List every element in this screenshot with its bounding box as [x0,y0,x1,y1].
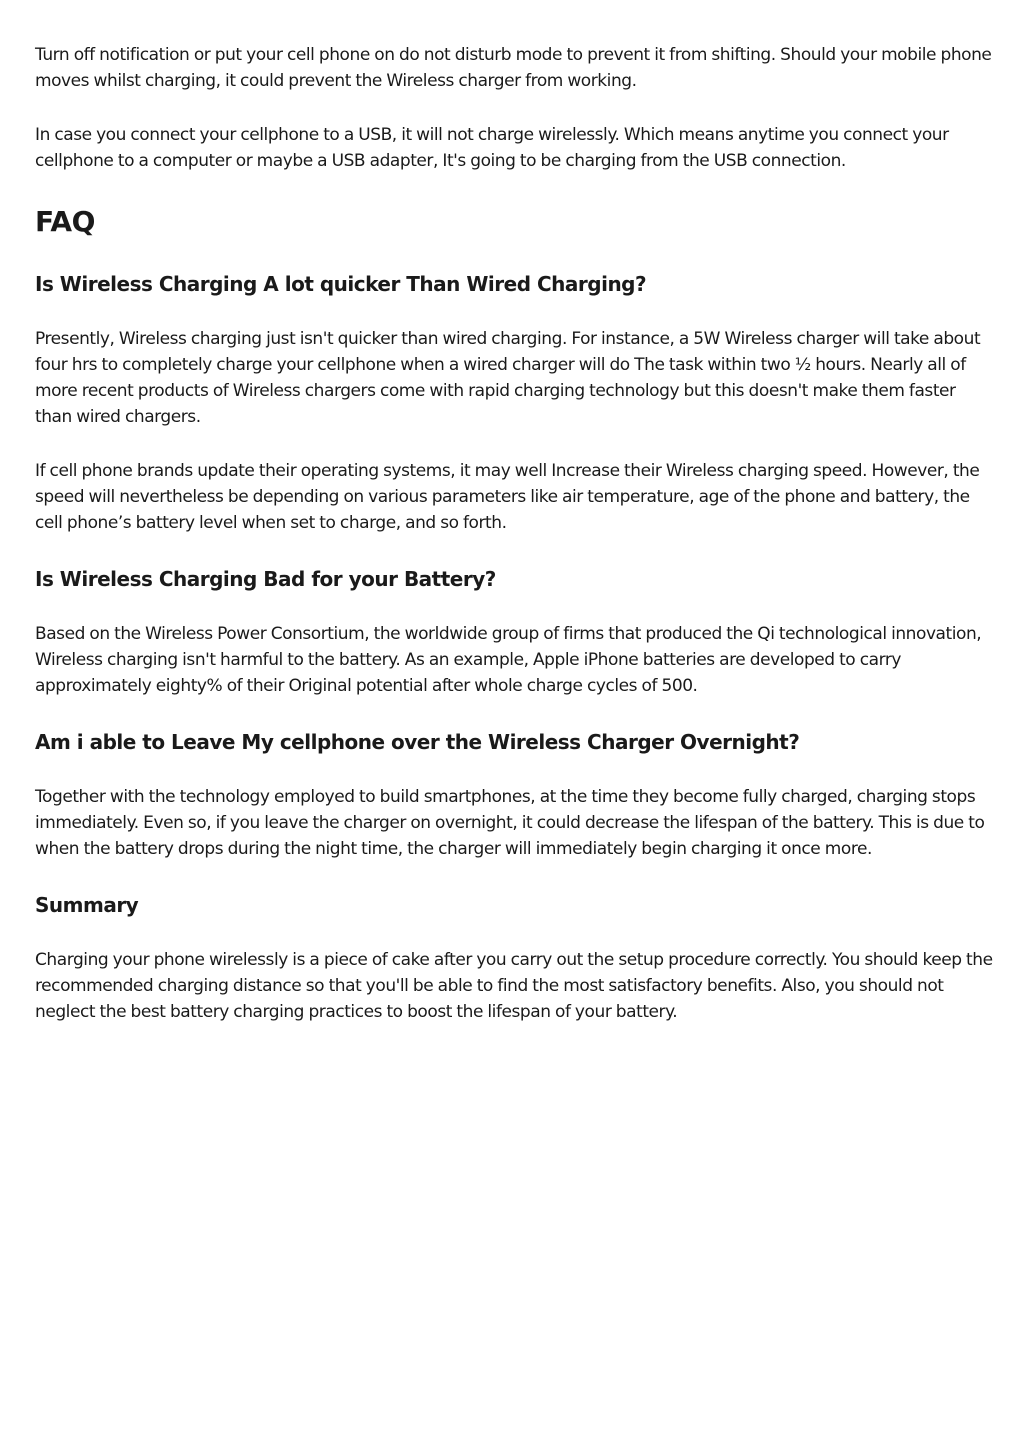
summary-paragraph: Charging your phone wirelessly is a piece of cake after you carry out the setup procedure correctly. You should keep the recommended charging distance so that you'll be able to find the most satisfactory benefits. Also, you should not neglect the best battery charging practices to boost the lifespan of your battery. [35,950,993,1022]
intro-paragraph-usb: In case you connect your cellphone to a USB, it will not charge wirelessly. Which means anytime you connect your cellphone to a computer or maybe a USB adapter, It's going to be charging from the USB connection. [35,125,949,171]
faq-question-battery: Is Wireless Charging Bad for your Battery? [35,567,496,591]
faq-question-overnight: Am i able to Leave My cellphone over the Wireless Charger Overnight? [35,730,800,754]
summary-heading: Summary [35,893,139,917]
faq-answer-speed-paragraph-2: If cell phone brands update their operating systems, it may well Increase their Wireless charging speed. However, the speed will nevertheless be depending on various parameters like air temperature, age of the phone and battery, the cell phone’s battery level when set to charge, and so forth. [35,461,980,533]
faq-answer-battery-paragraph: Based on the Wireless Power Consortium, the worldwide group of firms that produced the Qi technological innovation, Wireless charging isn't harmful to the battery. As an example, Apple iPhone batteries are developed to carry approximately eighty% of their Original potential after whole charge cycles of 500. [35,624,982,696]
intro-paragraph-notifications: Turn off notification or put your cell phone on do not disturb mode to prevent it from shifting. Should your mobile phone moves whilst charging, it could prevent the Wireless charger from working. [35,45,992,91]
faq-question-speed: Is Wireless Charging A lot quicker Than Wired Charging? [35,272,647,296]
document-page [35,42,995,1025]
faq-answer-overnight-paragraph: Together with the technology employed to build smartphones, at the time they become fully charged, charging stops immediately. Even so, if you leave the charger on overnight, it could decrease the lifespan of the battery. This is due to when the battery drops during the night time, the charger will immediately begin charging it once more. [35,787,985,859]
faq-answer-speed-paragraph-1: Presently, Wireless charging just isn't quicker than wired charging. For instance, a 5W Wireless charger will take about four hrs to completely charge your cellphone when a wired charger will do The task within two ½ hours. Nearly all of more recent products of Wireless chargers come with rapid charging technology but this doesn't make them faster than wired chargers. [35,329,981,427]
faq-heading: FAQ [35,205,95,238]
